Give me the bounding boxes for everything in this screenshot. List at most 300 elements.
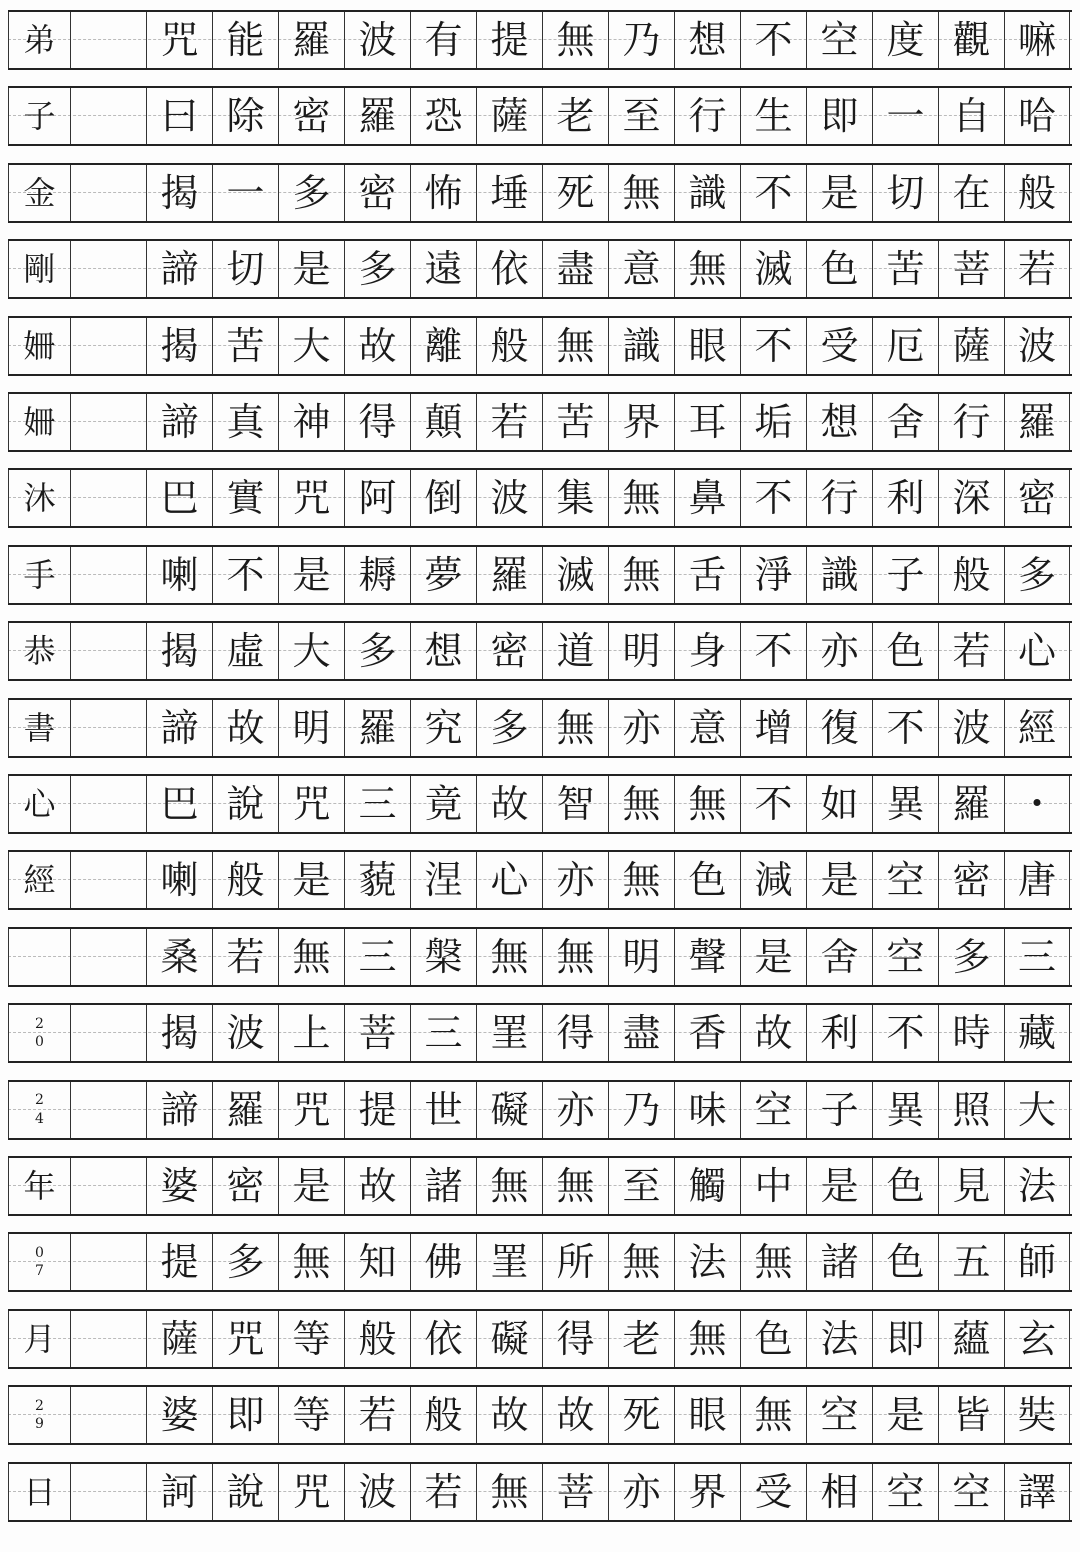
character-cell: 利 bbox=[872, 470, 938, 526]
character-cell: 行 bbox=[806, 470, 872, 526]
character-cell: 揭 bbox=[146, 623, 212, 679]
character-cell: 咒 bbox=[278, 776, 344, 832]
character-cell: 婆 bbox=[146, 1158, 212, 1214]
character-cell: 不 bbox=[740, 12, 806, 68]
character-cell: 若 bbox=[476, 394, 542, 450]
margin-cell bbox=[8, 1387, 70, 1443]
character-cell: 多 bbox=[278, 165, 344, 221]
margin-cell: 心 bbox=[8, 776, 70, 832]
character-cell: 譯 bbox=[1004, 1464, 1070, 1520]
character-cell: 無 bbox=[476, 1158, 542, 1214]
character-cell: 訶 bbox=[146, 1464, 212, 1520]
character-cell: 觸 bbox=[674, 1158, 740, 1214]
grid-row bbox=[8, 10, 1072, 70]
character-cell: 無 bbox=[476, 929, 542, 985]
grid-row bbox=[8, 1232, 1072, 1292]
character-cell: 夢 bbox=[410, 547, 476, 603]
character-cell: 一 bbox=[872, 88, 938, 144]
margin-digit: 0 bbox=[35, 1034, 44, 1051]
character-cell: 子 bbox=[806, 1082, 872, 1138]
margin-cell: 經 bbox=[8, 852, 70, 908]
character-cell: 巴 bbox=[146, 776, 212, 832]
character-cell: 般 bbox=[1004, 165, 1070, 221]
character-cell: 密 bbox=[344, 165, 410, 221]
character-cell: 除 bbox=[212, 88, 278, 144]
character-cell: 礙 bbox=[476, 1311, 542, 1367]
character-cell: 無 bbox=[674, 1311, 740, 1367]
character-cell: 上 bbox=[278, 1005, 344, 1061]
character-cell: 哈 bbox=[1004, 88, 1070, 144]
character-cell: 諦 bbox=[146, 1082, 212, 1138]
character-cell: 故 bbox=[344, 318, 410, 374]
margin-digit: 0 bbox=[35, 1245, 44, 1262]
character-cell: 死 bbox=[542, 165, 608, 221]
character-cell: 若 bbox=[212, 929, 278, 985]
character-cell: 般 bbox=[344, 1311, 410, 1367]
margin-digit: 2 bbox=[35, 1092, 44, 1109]
character-cell: 大 bbox=[1004, 1082, 1070, 1138]
character-cell: 心 bbox=[476, 852, 542, 908]
blank-cell bbox=[70, 1311, 146, 1367]
character-cell: 無 bbox=[542, 318, 608, 374]
character-cell: 舌 bbox=[674, 547, 740, 603]
character-cell: 異 bbox=[872, 1082, 938, 1138]
character-cell: 密 bbox=[938, 852, 1004, 908]
character-cell: 多 bbox=[344, 241, 410, 297]
character-cell: 不 bbox=[740, 165, 806, 221]
character-cell: 咒 bbox=[146, 12, 212, 68]
character-cell: 咒 bbox=[212, 1311, 278, 1367]
character-cell: 羅 bbox=[476, 547, 542, 603]
character-cell: 多 bbox=[1004, 547, 1070, 603]
character-cell: 是 bbox=[740, 929, 806, 985]
character-cell: 究 bbox=[410, 700, 476, 756]
character-cell: 深 bbox=[938, 470, 1004, 526]
character-cell: 耳 bbox=[674, 394, 740, 450]
character-cell: 顛 bbox=[410, 394, 476, 450]
character-cell: 諦 bbox=[146, 700, 212, 756]
character-cell: 礙 bbox=[476, 1082, 542, 1138]
character-cell: 師 bbox=[1004, 1234, 1070, 1290]
character-cell: 死 bbox=[608, 1387, 674, 1443]
grid-row bbox=[8, 316, 1072, 376]
character-cell: 世 bbox=[410, 1082, 476, 1138]
grid-row bbox=[8, 1003, 1072, 1063]
margin-cell bbox=[8, 1234, 70, 1290]
character-cell: ・ bbox=[1004, 776, 1070, 832]
character-cell: 提 bbox=[344, 1082, 410, 1138]
character-cell: 巴 bbox=[146, 470, 212, 526]
character-cell: 是 bbox=[278, 547, 344, 603]
character-cell: 想 bbox=[410, 623, 476, 679]
character-cell: 味 bbox=[674, 1082, 740, 1138]
character-cell: 在 bbox=[938, 165, 1004, 221]
blank-cell bbox=[70, 1234, 146, 1290]
character-cell: 鼻 bbox=[674, 470, 740, 526]
character-cell: 見 bbox=[938, 1158, 1004, 1214]
character-cell: 是 bbox=[806, 165, 872, 221]
character-cell: 界 bbox=[608, 394, 674, 450]
character-cell: 空 bbox=[872, 852, 938, 908]
character-cell: 羅 bbox=[344, 700, 410, 756]
character-cell: 法 bbox=[1004, 1158, 1070, 1214]
grid-row bbox=[8, 1080, 1072, 1140]
character-cell: 不 bbox=[740, 776, 806, 832]
character-cell: 想 bbox=[674, 12, 740, 68]
character-cell: 色 bbox=[872, 1234, 938, 1290]
character-cell: 提 bbox=[476, 12, 542, 68]
margin-cell: 弟 bbox=[8, 12, 70, 68]
character-cell: 意 bbox=[674, 700, 740, 756]
character-cell: 不 bbox=[740, 470, 806, 526]
character-cell: 能 bbox=[212, 12, 278, 68]
character-cell: 羅 bbox=[278, 12, 344, 68]
character-cell: 空 bbox=[872, 929, 938, 985]
character-cell: 羅 bbox=[938, 776, 1004, 832]
character-cell: 行 bbox=[674, 88, 740, 144]
margin-cell: 姍 bbox=[8, 394, 70, 450]
character-cell: 多 bbox=[938, 929, 1004, 985]
character-cell: 諸 bbox=[806, 1234, 872, 1290]
character-cell: 般 bbox=[410, 1387, 476, 1443]
character-cell: 即 bbox=[806, 88, 872, 144]
character-cell: 得 bbox=[344, 394, 410, 450]
character-cell: 是 bbox=[278, 1158, 344, 1214]
margin-digit: 2 bbox=[35, 1016, 44, 1032]
character-cell: 所 bbox=[542, 1234, 608, 1290]
blank-cell bbox=[70, 700, 146, 756]
character-cell: 舍 bbox=[806, 929, 872, 985]
character-cell: 減 bbox=[740, 852, 806, 908]
character-cell: 諸 bbox=[410, 1158, 476, 1214]
character-cell: 無 bbox=[608, 470, 674, 526]
character-cell: 菩 bbox=[938, 241, 1004, 297]
character-cell: 無 bbox=[740, 1234, 806, 1290]
character-cell: 羅 bbox=[212, 1082, 278, 1138]
character-cell: 五 bbox=[938, 1234, 1004, 1290]
character-cell: 諦 bbox=[146, 394, 212, 450]
margin-digit: 2 bbox=[35, 1398, 44, 1414]
character-cell: 佛 bbox=[410, 1234, 476, 1290]
character-cell: 聲 bbox=[674, 929, 740, 985]
character-cell: 如 bbox=[806, 776, 872, 832]
character-cell: 盡 bbox=[608, 1005, 674, 1061]
character-cell: 虛 bbox=[212, 623, 278, 679]
character-cell: 滅 bbox=[542, 547, 608, 603]
character-cell: 是 bbox=[278, 852, 344, 908]
character-cell: 藐 bbox=[344, 852, 410, 908]
character-cell: 蘊 bbox=[938, 1311, 1004, 1367]
character-cell: 三 bbox=[344, 776, 410, 832]
character-cell: 多 bbox=[344, 623, 410, 679]
character-cell: 依 bbox=[410, 1311, 476, 1367]
character-cell: 法 bbox=[674, 1234, 740, 1290]
character-cell: 心 bbox=[1004, 623, 1070, 679]
character-cell: 波 bbox=[476, 470, 542, 526]
character-cell: 揭 bbox=[146, 318, 212, 374]
character-cell: 色 bbox=[740, 1311, 806, 1367]
character-cell: 嘛 bbox=[1004, 12, 1070, 68]
character-cell: 色 bbox=[674, 852, 740, 908]
character-cell: 想 bbox=[806, 394, 872, 450]
character-cell: 有 bbox=[410, 12, 476, 68]
character-cell: 經 bbox=[1004, 700, 1070, 756]
character-cell: 身 bbox=[674, 623, 740, 679]
character-cell: 滅 bbox=[740, 241, 806, 297]
character-cell: 羅 bbox=[344, 88, 410, 144]
character-cell: 淨 bbox=[740, 547, 806, 603]
character-cell: 皆 bbox=[938, 1387, 1004, 1443]
character-cell: 至 bbox=[608, 1158, 674, 1214]
blank-cell bbox=[70, 1464, 146, 1520]
margin-cell bbox=[8, 1005, 70, 1061]
margin-digit: 7 bbox=[35, 1263, 44, 1280]
character-cell: 波 bbox=[212, 1005, 278, 1061]
character-cell: 不 bbox=[872, 700, 938, 756]
character-cell: 空 bbox=[938, 1464, 1004, 1520]
character-cell: 密 bbox=[212, 1158, 278, 1214]
character-cell: 利 bbox=[806, 1005, 872, 1061]
character-cell: 菩 bbox=[344, 1005, 410, 1061]
grid-row bbox=[8, 1462, 1072, 1522]
grid-row bbox=[8, 1156, 1072, 1216]
margin-cell: 剛 bbox=[8, 241, 70, 297]
character-cell: 薩 bbox=[146, 1311, 212, 1367]
margin-cell: 年 bbox=[8, 1158, 70, 1214]
character-cell: 行 bbox=[938, 394, 1004, 450]
margin-cell: 金 bbox=[8, 165, 70, 221]
character-cell: 罣 bbox=[476, 1234, 542, 1290]
character-cell: 三 bbox=[1004, 929, 1070, 985]
character-cell: 無 bbox=[740, 1387, 806, 1443]
character-cell: 是 bbox=[278, 241, 344, 297]
blank-cell bbox=[70, 1158, 146, 1214]
character-cell: 不 bbox=[740, 318, 806, 374]
character-cell: 意 bbox=[608, 241, 674, 297]
blank-cell bbox=[70, 776, 146, 832]
character-cell: 空 bbox=[806, 1387, 872, 1443]
character-cell: 明 bbox=[608, 623, 674, 679]
margin-cell: 沐 bbox=[8, 470, 70, 526]
character-cell: 波 bbox=[1004, 318, 1070, 374]
character-cell: 槃 bbox=[410, 929, 476, 985]
character-cell: 波 bbox=[938, 700, 1004, 756]
grid-row bbox=[8, 239, 1072, 299]
character-cell: 子 bbox=[872, 547, 938, 603]
character-cell: 相 bbox=[806, 1464, 872, 1520]
grid-row bbox=[8, 698, 1072, 758]
character-cell: 波 bbox=[344, 12, 410, 68]
character-cell: 自 bbox=[938, 88, 1004, 144]
character-cell: 神 bbox=[278, 394, 344, 450]
margin-cell: 恭 bbox=[8, 623, 70, 679]
character-cell: 無 bbox=[542, 12, 608, 68]
margin-cell: 月 bbox=[8, 1311, 70, 1367]
character-cell: 耨 bbox=[344, 547, 410, 603]
grid-row bbox=[8, 468, 1072, 528]
character-cell: 般 bbox=[476, 318, 542, 374]
character-cell: 知 bbox=[344, 1234, 410, 1290]
character-cell: 無 bbox=[542, 700, 608, 756]
character-cell: 老 bbox=[542, 88, 608, 144]
character-cell: 垢 bbox=[740, 394, 806, 450]
grid-row bbox=[8, 1309, 1072, 1369]
character-cell: 盡 bbox=[542, 241, 608, 297]
grid-row bbox=[8, 621, 1072, 681]
margin-cell: 姍 bbox=[8, 318, 70, 374]
character-cell: 故 bbox=[740, 1005, 806, 1061]
character-cell: 無 bbox=[608, 1234, 674, 1290]
character-cell: 眼 bbox=[674, 1387, 740, 1443]
character-cell: 至 bbox=[608, 88, 674, 144]
character-cell: 桑 bbox=[146, 929, 212, 985]
character-cell: 識 bbox=[806, 547, 872, 603]
character-cell: 空 bbox=[740, 1082, 806, 1138]
grid-row bbox=[8, 927, 1072, 987]
character-cell: 中 bbox=[740, 1158, 806, 1214]
character-cell: 薩 bbox=[476, 88, 542, 144]
character-cell: 多 bbox=[212, 1234, 278, 1290]
grid-row bbox=[8, 545, 1072, 605]
character-cell: 密 bbox=[1004, 470, 1070, 526]
character-cell: 觀 bbox=[938, 12, 1004, 68]
character-cell: 真 bbox=[212, 394, 278, 450]
character-cell: 故 bbox=[542, 1387, 608, 1443]
blank-cell bbox=[70, 1387, 146, 1443]
character-cell: 即 bbox=[212, 1387, 278, 1443]
character-cell: 空 bbox=[806, 12, 872, 68]
character-cell: 亦 bbox=[542, 852, 608, 908]
character-cell: 大 bbox=[278, 318, 344, 374]
character-cell: 乃 bbox=[608, 1082, 674, 1138]
blank-cell bbox=[70, 12, 146, 68]
character-cell: 香 bbox=[674, 1005, 740, 1061]
character-cell: 舍 bbox=[872, 394, 938, 450]
character-cell: 不 bbox=[872, 1005, 938, 1061]
character-cell: 智 bbox=[542, 776, 608, 832]
character-cell: 諦 bbox=[146, 241, 212, 297]
character-cell: 提 bbox=[146, 1234, 212, 1290]
character-cell: 無 bbox=[608, 852, 674, 908]
blank-cell bbox=[70, 394, 146, 450]
margin-cell bbox=[8, 1082, 70, 1138]
character-cell: 咒 bbox=[278, 1082, 344, 1138]
character-cell: 羅 bbox=[1004, 394, 1070, 450]
character-cell: 是 bbox=[806, 1158, 872, 1214]
character-cell: 般 bbox=[212, 852, 278, 908]
blank-cell bbox=[70, 165, 146, 221]
margin-cell bbox=[8, 929, 70, 985]
character-cell: 色 bbox=[806, 241, 872, 297]
character-cell: 無 bbox=[278, 929, 344, 985]
character-cell: 離 bbox=[410, 318, 476, 374]
character-cell: 乃 bbox=[608, 12, 674, 68]
character-cell: 說 bbox=[212, 776, 278, 832]
character-cell: 度 bbox=[872, 12, 938, 68]
character-cell: 喇 bbox=[146, 852, 212, 908]
character-cell: 說 bbox=[212, 1464, 278, 1520]
character-cell: 苦 bbox=[542, 394, 608, 450]
character-cell: 眼 bbox=[674, 318, 740, 374]
character-cell: 般 bbox=[938, 547, 1004, 603]
character-cell: 厄 bbox=[872, 318, 938, 374]
margin-digit: 9 bbox=[35, 1416, 44, 1433]
character-cell: 怖 bbox=[410, 165, 476, 221]
character-cell: 時 bbox=[938, 1005, 1004, 1061]
grid-row bbox=[8, 392, 1072, 452]
blank-cell bbox=[70, 929, 146, 985]
character-cell: 法 bbox=[806, 1311, 872, 1367]
blank-cell bbox=[70, 1005, 146, 1061]
character-cell: 唐 bbox=[1004, 852, 1070, 908]
character-cell: 故 bbox=[212, 700, 278, 756]
character-cell: 玄 bbox=[1004, 1311, 1070, 1367]
character-cell: 識 bbox=[674, 165, 740, 221]
character-cell: 異 bbox=[872, 776, 938, 832]
character-cell: 明 bbox=[278, 700, 344, 756]
character-cell: 不 bbox=[212, 547, 278, 603]
grid-row bbox=[8, 850, 1072, 910]
character-cell: 奘 bbox=[1004, 1387, 1070, 1443]
character-cell: 若 bbox=[344, 1387, 410, 1443]
character-cell: 若 bbox=[410, 1464, 476, 1520]
character-cell: 切 bbox=[872, 165, 938, 221]
grid-row bbox=[8, 1385, 1072, 1445]
blank-cell bbox=[70, 88, 146, 144]
character-cell: 增 bbox=[740, 700, 806, 756]
character-cell: 恐 bbox=[410, 88, 476, 144]
character-cell: 三 bbox=[410, 1005, 476, 1061]
character-cell: 曰 bbox=[146, 88, 212, 144]
character-cell: 咒 bbox=[278, 1464, 344, 1520]
character-cell: 無 bbox=[608, 547, 674, 603]
blank-cell bbox=[70, 241, 146, 297]
character-cell: 復 bbox=[806, 700, 872, 756]
character-cell: 咒 bbox=[278, 470, 344, 526]
character-cell: 密 bbox=[278, 88, 344, 144]
character-cell: 竟 bbox=[410, 776, 476, 832]
character-cell: 遠 bbox=[410, 241, 476, 297]
character-cell: 喇 bbox=[146, 547, 212, 603]
character-cell: 阿 bbox=[344, 470, 410, 526]
character-cell: 得 bbox=[542, 1311, 608, 1367]
character-cell: 老 bbox=[608, 1311, 674, 1367]
character-cell: 無 bbox=[674, 776, 740, 832]
character-cell: 涅 bbox=[410, 852, 476, 908]
blank-cell bbox=[70, 547, 146, 603]
character-cell: 切 bbox=[212, 241, 278, 297]
character-cell: 亦 bbox=[608, 700, 674, 756]
character-cell: 生 bbox=[740, 88, 806, 144]
character-cell: 婆 bbox=[146, 1387, 212, 1443]
character-cell: 是 bbox=[806, 852, 872, 908]
character-cell: 罣 bbox=[476, 1005, 542, 1061]
character-cell: 依 bbox=[476, 241, 542, 297]
character-cell: 識 bbox=[608, 318, 674, 374]
character-cell: 色 bbox=[872, 623, 938, 679]
character-cell: 界 bbox=[674, 1464, 740, 1520]
character-cell: 菩 bbox=[542, 1464, 608, 1520]
character-cell: 等 bbox=[278, 1387, 344, 1443]
character-cell: 多 bbox=[476, 700, 542, 756]
blank-cell bbox=[70, 1082, 146, 1138]
character-cell: 若 bbox=[938, 623, 1004, 679]
character-cell: 無 bbox=[476, 1464, 542, 1520]
character-cell: 道 bbox=[542, 623, 608, 679]
character-cell: 亦 bbox=[542, 1082, 608, 1138]
character-cell: 無 bbox=[608, 165, 674, 221]
character-cell: 揭 bbox=[146, 165, 212, 221]
